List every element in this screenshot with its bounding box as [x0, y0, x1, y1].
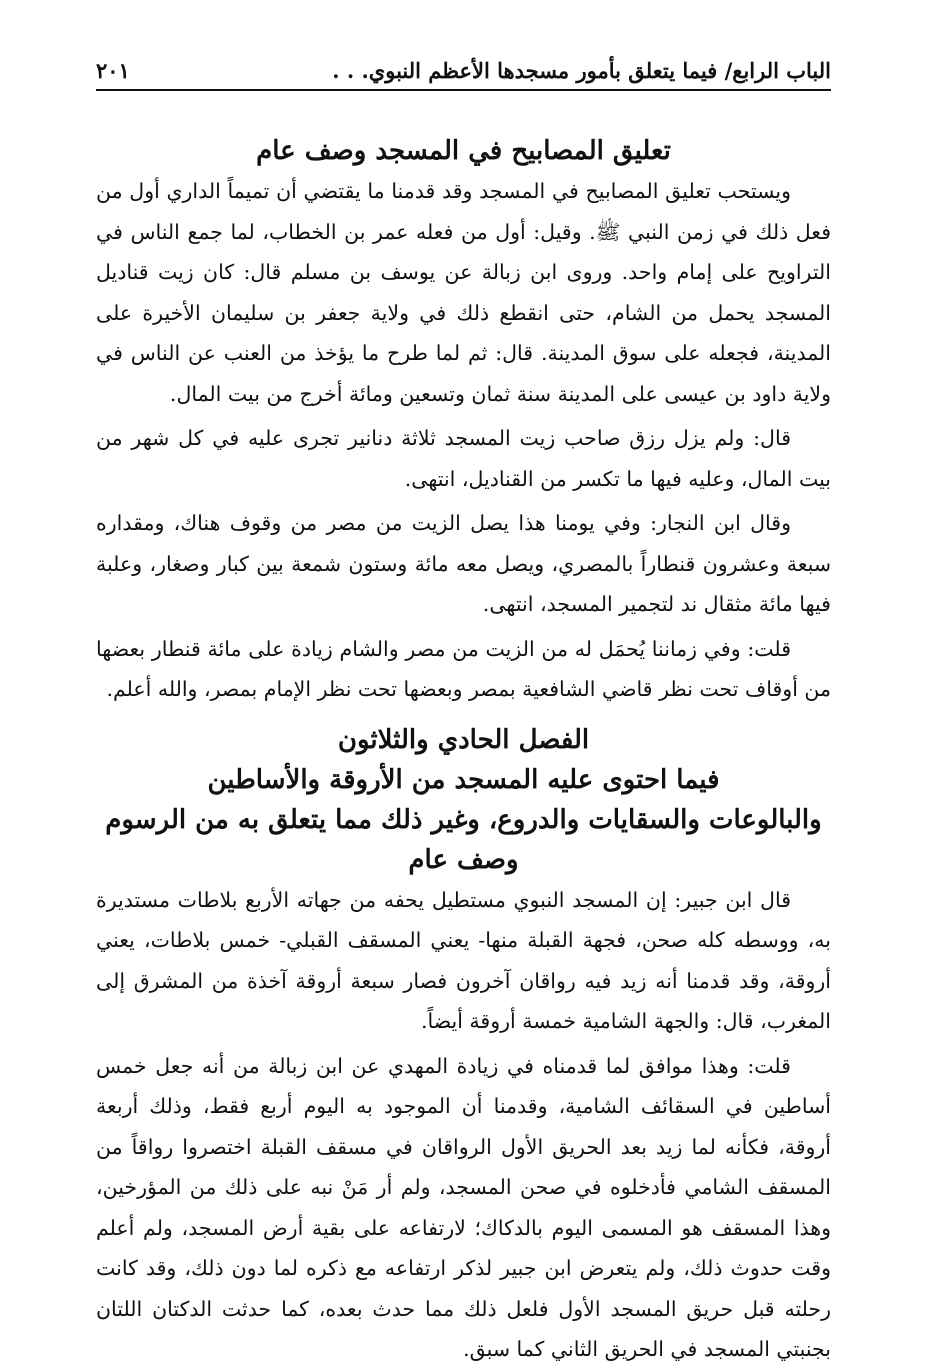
running-title: الباب الرابع/ فيما يتعلق بأمور مسجدها الأعظم النبوي. . . — [332, 58, 831, 83]
paragraph: قلت: وهذا موافق لما قدمناه في زيادة المهدي عن ابن زبالة من أنه جعل خمس أساطين في السقائف الشامية، وقدمنا أن الموجود به اليوم أربع فقط، وذلك أربعة أروقة، فكأنه لما زيد بعد الحريق الأول الرواقان في مسقف القبلة اختصروا رواقاً من المسقف الشامي فأدخلوه في صحن المسجد، ولم أر مَنْ نبه على ذلك من المؤرخين، وهذا المسقف هو المسمى اليوم بالدكاك؛ لارتفاعه على بقية أرض المسجد، ولم أعلم وقت حدوث ذلك، ولم يتعرض ابن جبير لذكر ارتفاعه مع ذكره لما دون ذلك، وقد كانت رحلته قبل حريق المسجد الأول فلعل ذلك مما حدث بعده، كما حدثت الدكتان اللتان بجنبتي المسجد في الحريق الثاني كما سبق. — [96, 1053, 831, 1361]
chapter-title: الفصل الحادي والثلاثون — [337, 724, 590, 755]
chapter-subtitle-line-3: وصف عام — [408, 844, 519, 875]
paragraph: ويستحب تعليق المصابيح في المسجد وقد قدمنا ما يقتضي أن تميماً الداري أول من فعل ذلك في زمن النبي ﷺ. وقيل: أول من فعله عمر بن الخطاب، لما جمع الناس في التراويح على إمام واحد. وروى ابن زبالة عن يوسف بن مسلم قال: كان زيت قناديل المسجد يحمل من الشام، حتى انقطع ذلك في ولاية جعفر بن سليمان الأخيرة على المدينة، فجعله على سوق المدينة. قال: ثم لما طرح ما يؤخذ من العنب عن الناس في ولاية داود بن عيسى على المدينة سنة ثمان وتسعين ومائة أخرج من بيت المال. — [96, 179, 831, 406]
chapter-subtitle-line-1: فيما احتوى عليه المسجد من الأروقة والأساطين — [207, 764, 720, 795]
section-title-lamps: تعليق المصابيح في المسجد وصف عام — [256, 136, 671, 166]
paragraph: قال ابن جبير: إن المسجد النبوي مستطيل يحفه من جهاته الأربع بلاطات مستديرة به، ووسطه كله صحن، فجهة القبلة منها- يعني المسقف القبلي- خمس بلاطات، يعني أروقة، وقد قدمنا أنه زيد فيه رواقان آخرون فصار سبعة أروقة آخذة من المشرق إلى المغرب، قال: والجهة الشامية خمسة أروقة أيضاً. — [96, 887, 831, 1033]
page-number: ٢٠١ — [96, 58, 130, 83]
paragraph: وقال ابن النجار: وفي يومنا هذا يصل الزيت من مصر من وقوف هناك، ومقداره سبعة وعشرون قنطاراً بالمصري، ويصل معه مائة وستون شمعة بين كبار وصغار، وعلبة فيها مائة مثقال ند لتجمير المسجد، انتهى. — [96, 511, 831, 616]
paragraph: قلت: وفي زماننا يُحمَل له من الزيت من مصر والشام زيادة على مائة قنطار بعضها من أوقاف تحت نظر قاضي الشافعية بمصر وبعضها تحت نظر الإمام بمصر، والله أعلم. — [96, 636, 831, 701]
running-header — [96, 58, 831, 91]
paragraph: قال: ولم يزل رزق صاحب زيت المسجد ثلاثة دنانير تجرى عليه في كل شهر من بيت المال، وعليه فيها ما تكسر من القناديل، انتهى. — [96, 426, 831, 491]
chapter-subtitle-line-2: والبالوعات والسقايات والدروع، وغير ذلك مما يتعلق به من الرسوم — [105, 804, 822, 835]
